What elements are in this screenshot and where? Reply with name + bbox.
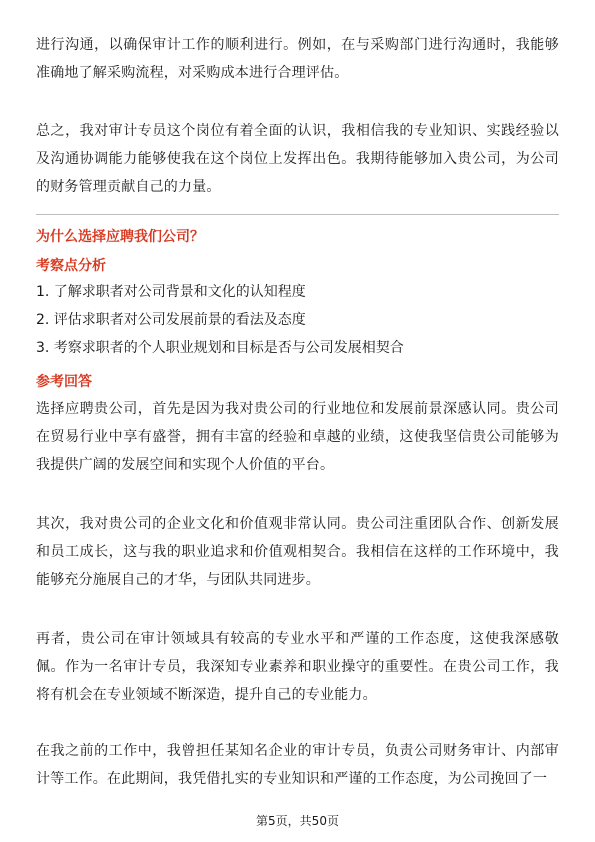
answer-paragraph: 选择应聘贵公司，首先是因为我对贵公司的行业地位和发展前景深感认同。贵公司在贸易行业中享有盛誉，拥有丰富的经验和卓越的业绩，这使我坚信贵公司能够为我提供广阔的发展空间和实现个人价值的平台。 — [36, 401, 559, 473]
document-page — [36, 0, 559, 842]
section-divider — [36, 214, 559, 215]
intro-paragraph: 进行沟通，以确保审计工作的顺利进行。例如，在与采购部门进行沟通时，我能够准确地了解采购流程，对采购成本进行合理评估。 — [36, 37, 559, 81]
intro-paragraph: 总之，我对审计专员这个岗位有着全面的认识，我相信我的专业知识、实践经验以及沟通协调能力能够使我在这个岗位上发挥出色。我期待能够加入贵公司，为公司的财务管理贡献自己的力量。 — [36, 123, 559, 195]
answer-paragraph: 再者，贵公司在审计领域具有较高的专业水平和严谨的工作态度，这使我深感敬佩。作为一名审计专员，我深知专业素养和职业操守的重要性。在贵公司工作，我将有机会在专业领域不断深造，提升自己的专业能力。 — [36, 631, 559, 703]
answer-paragraph: 在我之前的工作中，我曾担任某知名企业的审计专员，负责公司财务审计、内部审计等工作。在此期间，我凭借扎实的专业知识和严谨的工作态度，为公司挽回了一 — [36, 743, 559, 787]
analysis-point: 3. 考察求职者的个人职业规划和目标是否与公司发展相契合 — [36, 340, 404, 356]
analysis-heading: 考察点分析 — [36, 258, 106, 274]
answer-paragraph: 其次，我对贵公司的企业文化和价值观非常认同。贵公司注重团队合作、创新发展和员工成长，这与我的职业追求和价值观相契合。我相信在这样的工作环境中，我能够充分施展自己的才华，与团队共同进步。 — [36, 516, 559, 588]
page-number: 第5页，共50页 — [256, 814, 339, 828]
analysis-point: 1. 了解求职者对公司背景和文化的认知程度 — [36, 284, 306, 300]
analysis-point: 2. 评估求职者对公司发展前景的看法及态度 — [36, 312, 306, 328]
question-title: 为什么选择应聘我们公司？ — [36, 229, 204, 245]
answer-heading: 参考回答 — [36, 374, 92, 390]
